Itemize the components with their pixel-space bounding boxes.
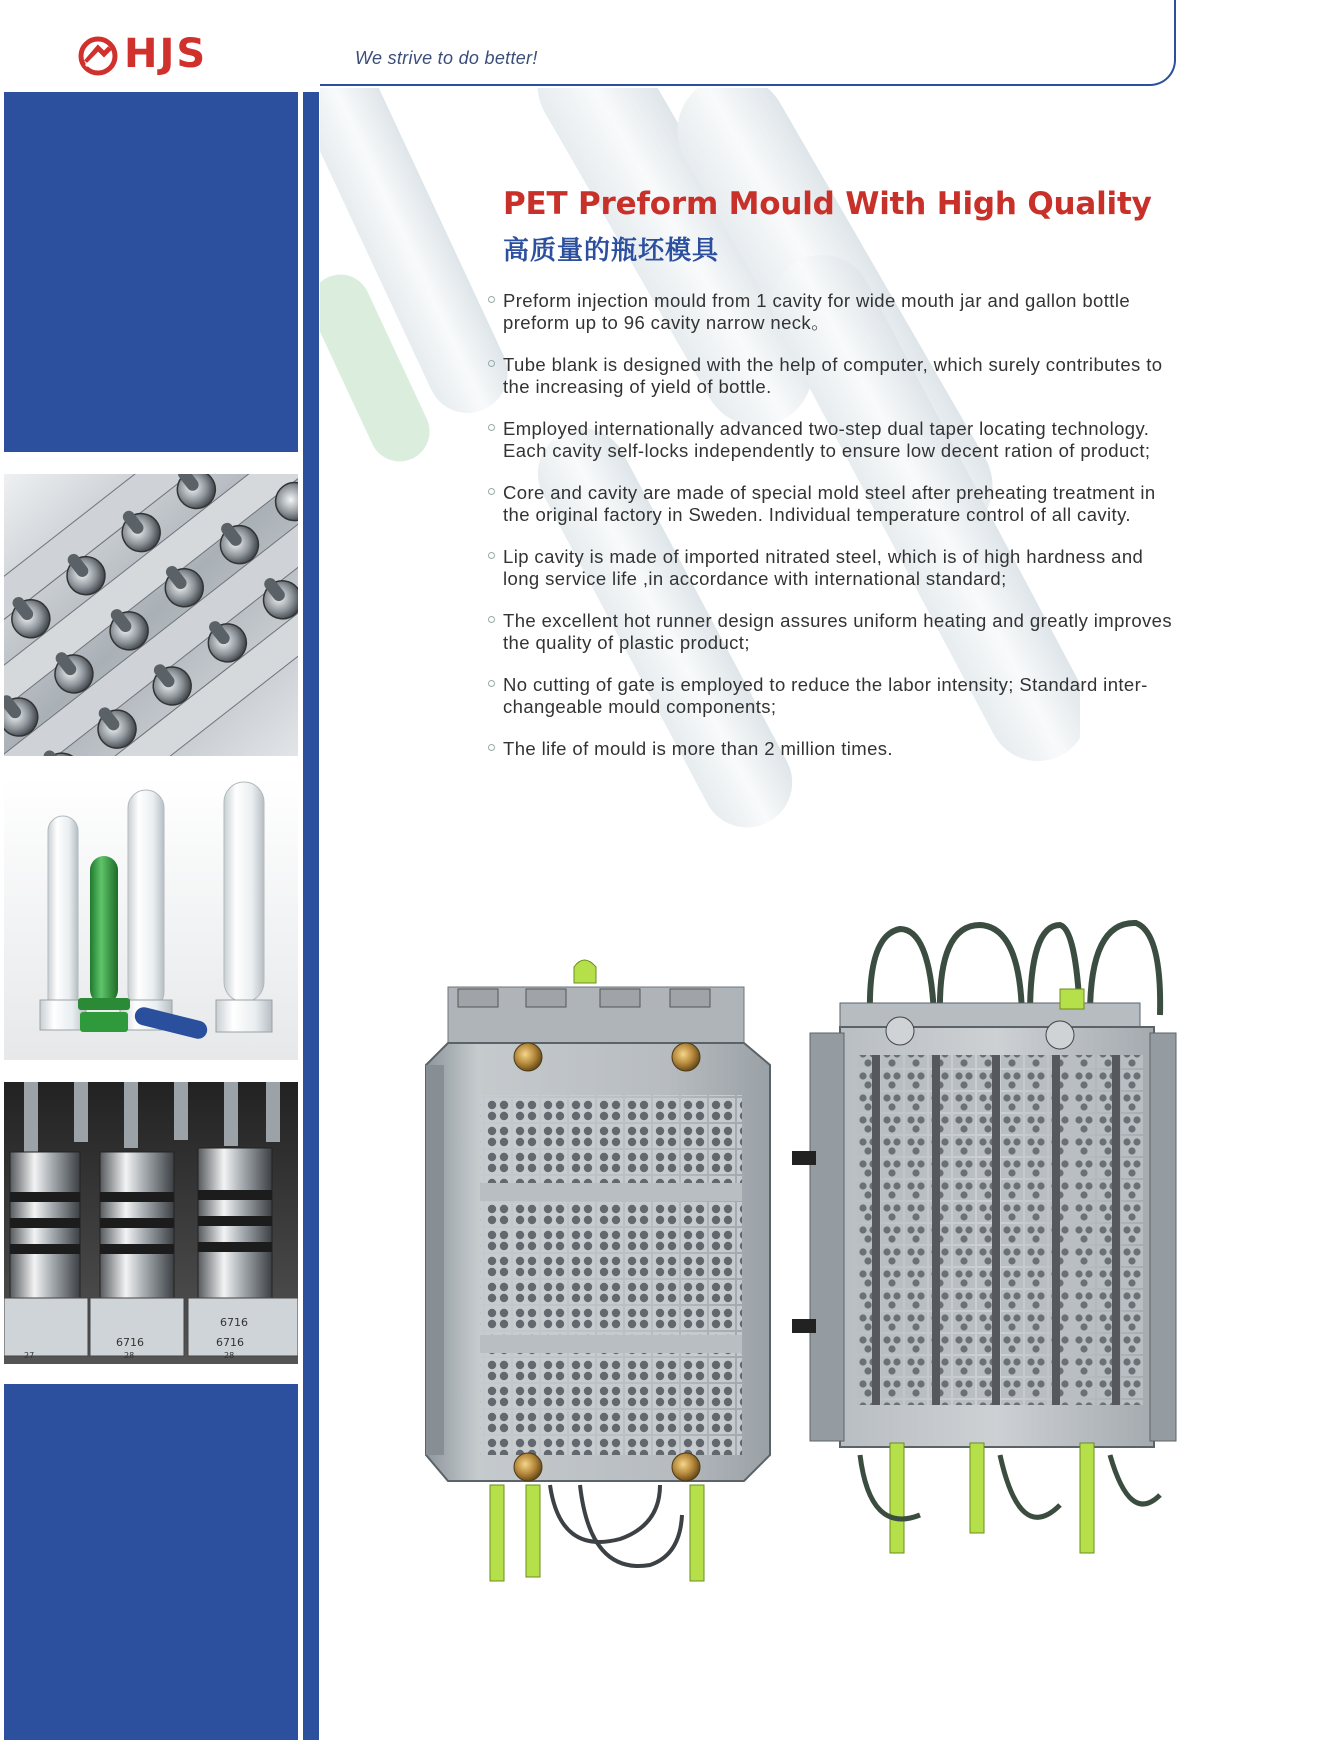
bullet-icon	[488, 680, 495, 687]
blue-panel-top	[4, 92, 298, 452]
feature-text: Tube blank is designed with the help of computer, which surely contributes to the increasing of yield of bottle.	[503, 354, 1163, 397]
cavity-plate	[426, 960, 770, 1581]
neck-rings-photo	[4, 1082, 298, 1364]
header-frame	[320, 0, 1176, 86]
feature-text: Lip cavity is made of imported nitrated steel, which is of high hardness and long service life ,in accordance with international standard;	[503, 546, 1144, 589]
neck-ring-size-1: 27	[24, 1351, 35, 1360]
neck-rings-image	[4, 1082, 298, 1364]
page-subtitle-chinese: 高质量的瓶坯模具	[503, 235, 720, 265]
neck-ring-size-3: 28	[224, 1351, 235, 1360]
feature-list	[488, 290, 1178, 760]
bullet-icon	[488, 552, 495, 559]
core-plate	[792, 923, 1176, 1553]
brand-name: HJS	[124, 31, 208, 77]
neck-ring-label-1: 6716	[116, 1336, 144, 1349]
blue-strip	[303, 92, 319, 1740]
hjs-logo-icon	[78, 36, 118, 76]
left-sidebar	[0, 0, 320, 1740]
feature-item	[488, 482, 1178, 526]
feature-text: Preform injection mould from 1 cavity for wide mouth jar and gallon bottle preform up to 96 cavity narrow neck。	[503, 290, 1131, 333]
feature-item	[488, 738, 1178, 760]
feature-item	[488, 546, 1178, 590]
bullet-icon	[488, 616, 495, 623]
feature-text: No cutting of gate is employed to reduce the labor intensity; Standard inter-changeable mould components;	[503, 674, 1148, 717]
core-plate-photo	[4, 474, 298, 756]
blue-panel-bottom	[4, 1384, 298, 1740]
logo	[0, 0, 300, 88]
feature-item	[488, 418, 1178, 462]
feature-item	[488, 674, 1178, 718]
feature-text: The life of mould is more than 2 million times.	[503, 738, 893, 759]
feature-item	[488, 610, 1178, 654]
neck-ring-label-3: 6716	[220, 1316, 248, 1329]
tagline: We strive to do better!	[355, 48, 538, 68]
feature-text: Core and cavity are made of special mold steel after preheating treatment in the original factory in Sweden. Individual temperature control of all cavity.	[503, 482, 1156, 525]
core-plate-image	[4, 474, 298, 756]
preform-mould-image	[400, 915, 1280, 1635]
bullet-icon	[488, 744, 495, 751]
bullet-icon	[488, 360, 495, 367]
feature-text: The excellent hot runner design assures uniform heating and greatly improves the quality of plastic product;	[503, 610, 1173, 653]
feature-item	[488, 290, 1178, 334]
bullet-icon	[488, 424, 495, 431]
page-title: PET Preform Mould With High Quality	[503, 186, 1152, 222]
neck-ring-size-2: 28	[124, 1351, 135, 1360]
bullet-icon	[488, 296, 495, 303]
preforms-photo	[4, 778, 298, 1060]
preforms-image	[4, 778, 298, 1060]
neck-ring-label-2: 6716	[216, 1336, 244, 1349]
feature-item	[488, 354, 1178, 398]
feature-text: Employed internationally advanced two-step dual taper locating technology. Each cavity self-locks independently to ensure low decent ration of product;	[503, 418, 1151, 461]
bullet-icon	[488, 488, 495, 495]
